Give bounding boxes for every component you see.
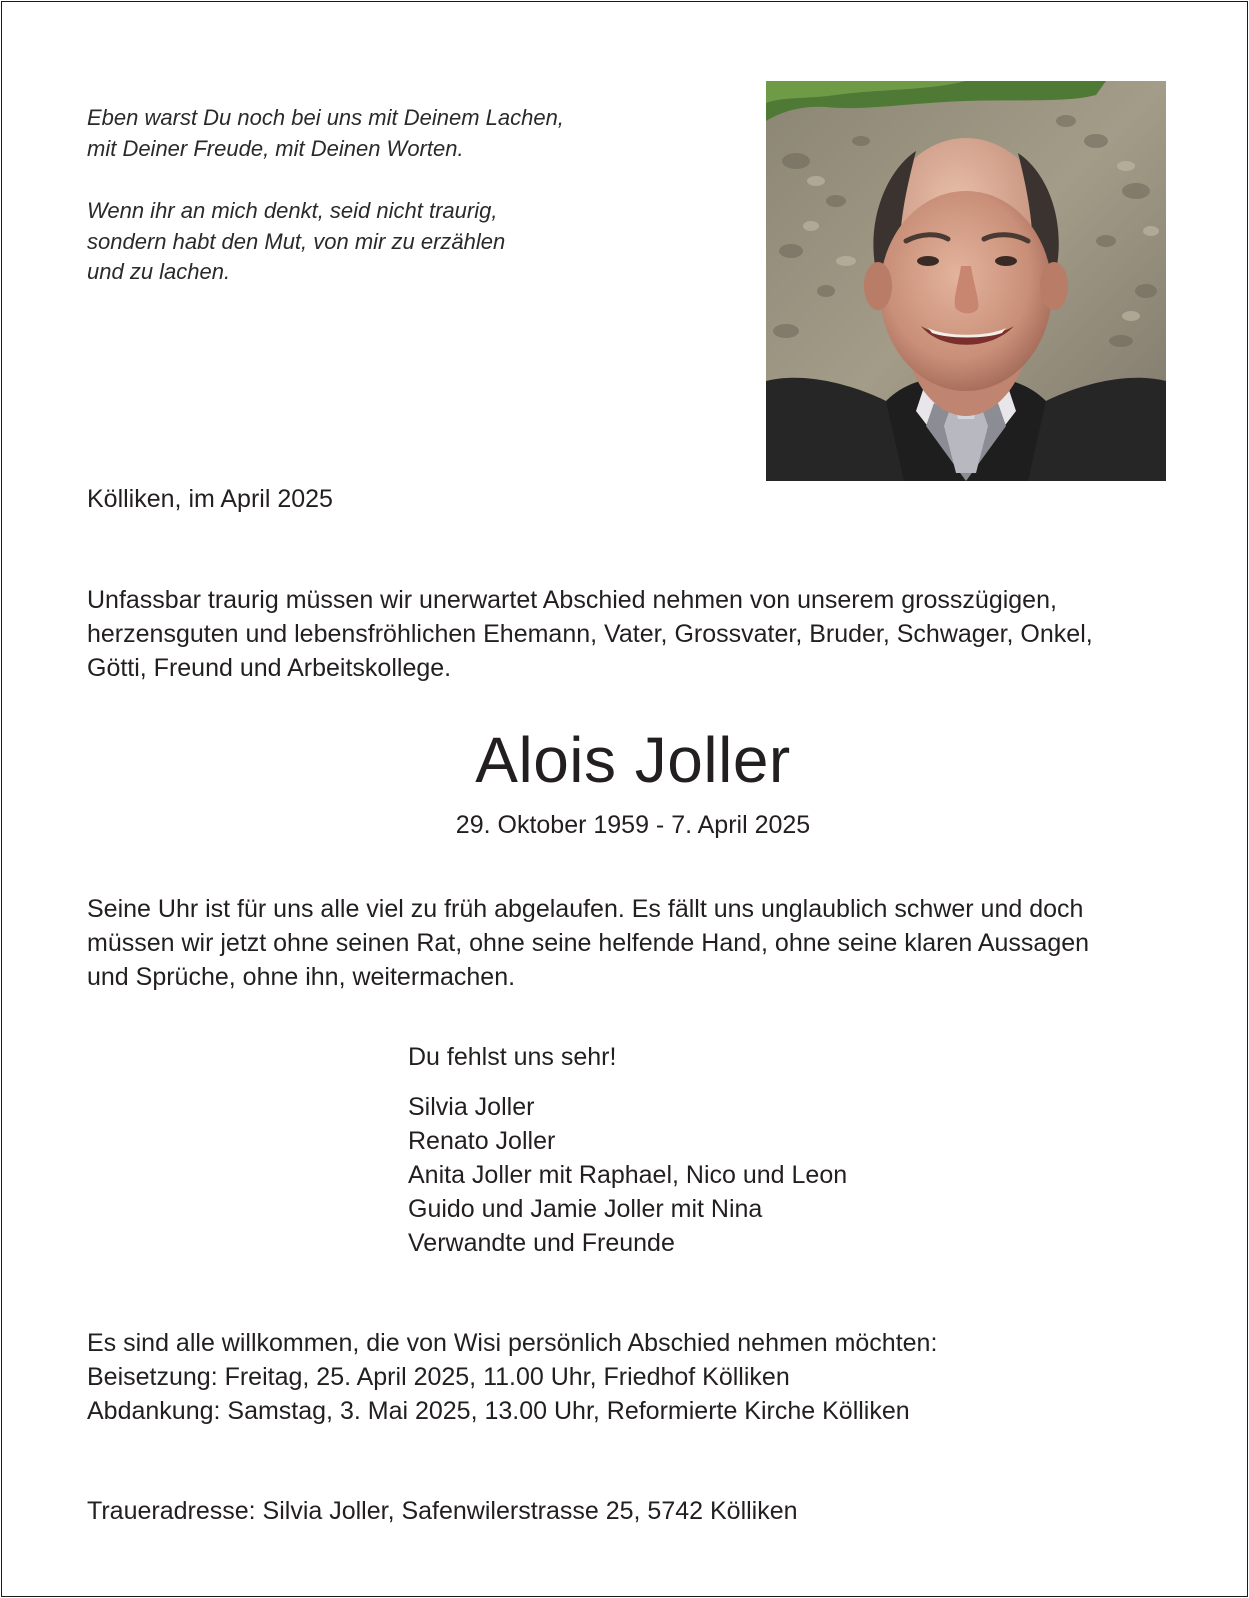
ceremony-info (87, 1326, 937, 1428)
tribute-line: müssen wir jetzt ohne seinen Rat, ohne seine helfende Hand, ohne seine klaren Aussagen (87, 929, 1090, 957)
mourning-address: Traueradresse: Silvia Joller, Safenwilerstrasse 25, 5742 Kölliken (87, 1497, 798, 1525)
memorial-service-details: Abdankung: Samstag, 3. Mai 2025, 13.00 Uhr, Reformierte Kirche Kölliken (87, 1397, 910, 1425)
quote-stanza-1 (87, 103, 564, 164)
intro-paragraph (87, 583, 1187, 685)
family-member: Silvia Joller (408, 1093, 535, 1121)
family-member: Anita Joller mit Raphael, Nico und Leon (408, 1161, 848, 1189)
quote-line: sondern habt den Mut, von mir zu erzählen (87, 228, 506, 254)
family-member: Verwandte und Freunde (408, 1229, 675, 1257)
missed-line: Du fehlst uns sehr! (408, 1043, 617, 1071)
family-member: Renato Joller (408, 1127, 556, 1155)
burial-details: Beisetzung: Freitag, 25. April 2025, 11.00 Uhr, Friedhof Kölliken (87, 1363, 790, 1391)
quote-stanza-2 (87, 196, 505, 288)
obituary-page (1, 1, 1248, 1597)
tribute-line: und Sprüche, ohne ihn, weitermachen. (87, 963, 516, 991)
quote-line: Eben warst Du noch bei uns mit Deinem Lachen, (87, 105, 564, 130)
quote-line: mit Deiner Freude, mit Deinen Worten. (87, 135, 464, 161)
intro-line: Unfassbar traurig müssen wir unerwartet Abschied nehmen von unserem grosszügigen, (87, 586, 1057, 614)
place-date: Kölliken, im April 2025 (87, 485, 333, 513)
tribute-line: Seine Uhr ist für uns alle viel zu früh abgelaufen. Es fällt uns unglaublich schwer und doch (87, 895, 1084, 923)
family-member: Guido und Jamie Joller mit Nina (408, 1195, 763, 1223)
family-list (408, 1090, 847, 1260)
life-dates: 29. Oktober 1959 - 7. April 2025 (455, 811, 811, 839)
portrait-photo (766, 81, 1166, 481)
quote-line: Wenn ihr an mich denkt, seid nicht traurig, (87, 198, 498, 223)
quote-line: und zu lachen. (87, 259, 231, 284)
intro-line: Götti, Freund und Arbeitskollege. (87, 654, 452, 682)
tribute-paragraph (87, 892, 1187, 994)
intro-line: herzensguten und lebensfröhlichen Ehemann, Vater, Grossvater, Bruder, Schwager, Onkel, (87, 620, 1093, 648)
deceased-name: Alois Joller (475, 724, 791, 796)
ceremony-invitation: Es sind alle willkommen, die von Wisi persönlich Abschied nehmen möchten: (87, 1329, 938, 1357)
